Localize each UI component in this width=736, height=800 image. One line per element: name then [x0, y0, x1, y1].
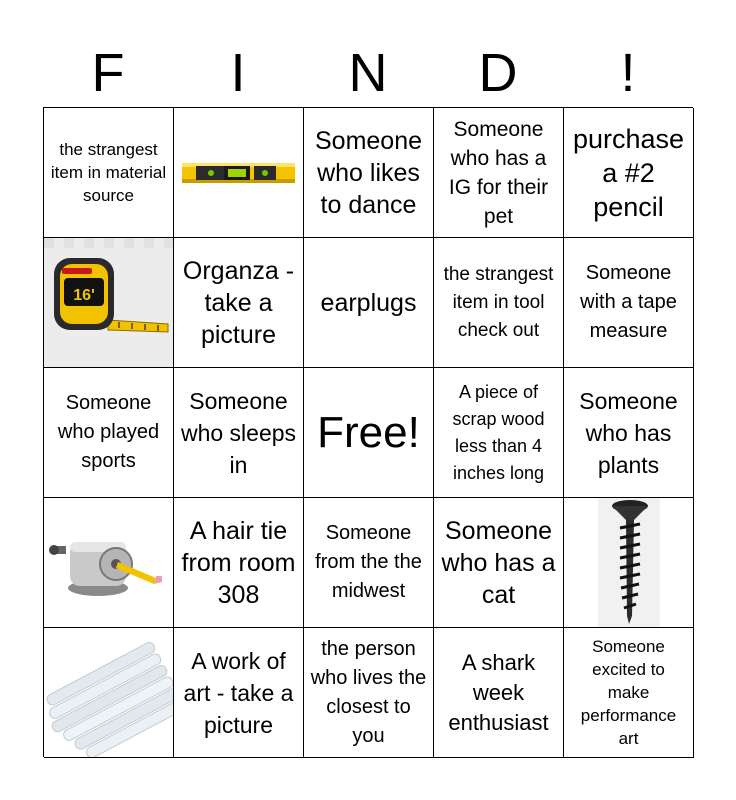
bingo-cell-r5c5[interactable]: Someone excited to make performance art	[564, 628, 694, 758]
bingo-cell-r2c1[interactable]	[44, 238, 174, 368]
pencil-sharpener-icon	[44, 498, 173, 627]
bingo-cell-r4c1[interactable]	[44, 498, 174, 628]
title-letter-5: !	[620, 43, 636, 103]
level-tool-icon	[174, 108, 303, 237]
title-letter-4: D	[478, 43, 518, 103]
bingo-title	[43, 40, 693, 106]
title-letter-2: I	[230, 43, 246, 103]
bingo-cell-r2c5[interactable]: Someone with a tape measure	[564, 238, 694, 368]
bingo-cell-r3c5[interactable]: Someone who has plants	[564, 368, 694, 498]
screw-icon	[564, 498, 693, 627]
bingo-cell-r4c3[interactable]: Someone from the the midwest	[304, 498, 434, 628]
bingo-cell-r3c2[interactable]: Someone who sleeps in	[174, 368, 304, 498]
svg-text:16': 16'	[73, 287, 95, 304]
bingo-cell-r2c4[interactable]: the strangest item in tool check out	[434, 238, 564, 368]
title-letter-1: F	[91, 43, 125, 103]
bingo-cell-r3c4[interactable]: A piece of scrap wood less than 4 inches long	[434, 368, 564, 498]
bingo-cell-r5c2[interactable]: A work of art - take a picture	[174, 628, 304, 758]
bingo-cell-r5c1[interactable]	[44, 628, 174, 758]
bingo-grid	[43, 107, 693, 757]
bingo-cell-r1c1[interactable]: the strangest item in material source	[44, 108, 174, 238]
bingo-cell-r1c3[interactable]: Someone who likes to dance	[304, 108, 434, 238]
bingo-cell-r1c5[interactable]: purchase a #2 pencil	[564, 108, 694, 238]
bingo-cell-r2c3[interactable]: earplugs	[304, 238, 434, 368]
glue-sticks-icon	[44, 628, 173, 757]
bingo-cell-free[interactable]: Free!	[304, 368, 434, 498]
bingo-cell-r3c1[interactable]: Someone who played sports	[44, 368, 174, 498]
title-letter-3: N	[348, 43, 388, 103]
bingo-cell-r4c4[interactable]: Someone who has a cat	[434, 498, 564, 628]
bingo-cell-r1c4[interactable]: Someone who has a IG for their pet	[434, 108, 564, 238]
tape-measure-icon	[44, 238, 173, 367]
bingo-cell-r5c4[interactable]: A shark week enthusiast	[434, 628, 564, 758]
bingo-cell-r5c3[interactable]: the person who lives the closest to you	[304, 628, 434, 758]
bingo-cell-r1c2[interactable]	[174, 108, 304, 238]
bingo-cell-r4c2[interactable]: A hair tie from room 308	[174, 498, 304, 628]
bingo-cell-r4c5[interactable]	[564, 498, 694, 628]
bingo-cell-r2c2[interactable]: Organza - take a picture	[174, 238, 304, 368]
